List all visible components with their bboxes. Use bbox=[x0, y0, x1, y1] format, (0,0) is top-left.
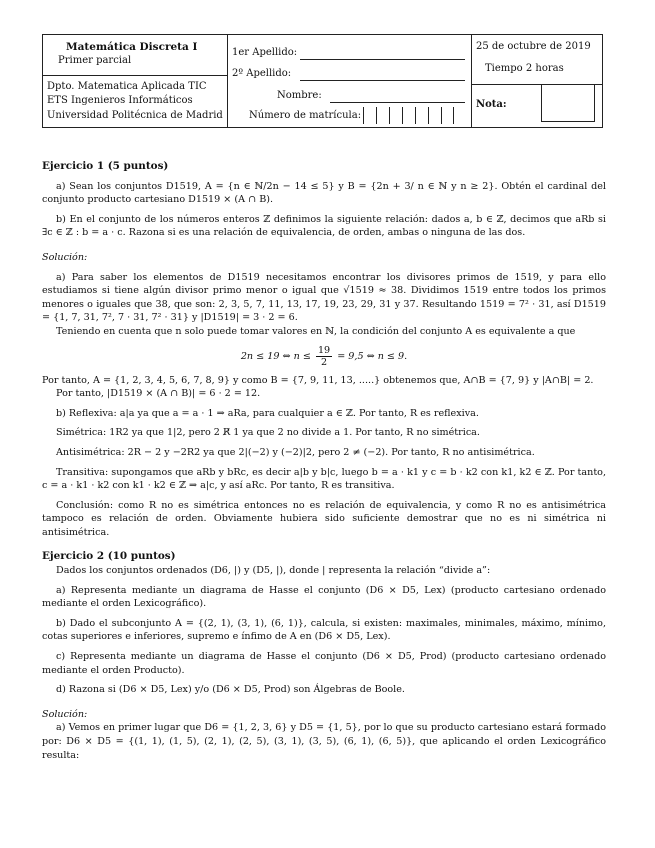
name-label: Nombre: bbox=[277, 90, 322, 101]
department-line: Dpto. Matematica Aplicada TIC bbox=[47, 81, 207, 92]
solution-2-paragraph: a) Vemos en primer lugar que D6 = {1, 2, 3, 6} y D5 = {1, 5}, por lo que su producto cartesiano estará formado por: D6 × D5 = {(1, 1), (1, 5), (2, 1), (2, 5), (3, 1), (3, 5), (6, 1), (6, 5)}, que aplicando el orden Lexicográfico resulta: bbox=[42, 722, 606, 761]
id-digit-box[interactable] bbox=[376, 107, 389, 124]
solution-1-antisymmetric: Antisimétrica: 2R − 2 y −2R2 ya que 2|(−2) y (−2)|2, pero 2 ≠ (−2). Por tanto, R no antisimétrica. bbox=[56, 446, 535, 458]
equation-left: 2n ≤ 19 ⇔ n ≤ bbox=[240, 350, 311, 362]
solution-2-label: Solución: bbox=[42, 708, 88, 720]
second-surname-label: 2º Apellido: bbox=[232, 68, 292, 79]
grade-label: Nota: bbox=[476, 99, 507, 110]
solution-1-paragraph: a) Para saber los elementos de D1519 necesitamos encontrar los divisores primos de 1519, y para ello estudiamos si tiene algún divisor primo menor o igual que √1519 ≈ 38. Dividimos 1519 entre todos los primos menores o iguales que 38, que son: 2, 3, 5, 7, 11, 13, 17, 19, 23, 29, 31 y 37. Resultando 1519 = 7² · 31, así D1519 = {1, 7, 31, 7², 7 · 31, 7² · 31} y |D1519| = 3 · 2 = 6. bbox=[42, 271, 606, 324]
solution-1-reflexive: b) Reflexiva: a|a ya que a = a · 1 ⇒ aRa, para cualquier a ∈ ℤ. Por tanto, R es reflexiva. bbox=[56, 407, 479, 419]
student-id-label: Número de matrícula: bbox=[249, 110, 362, 121]
id-digit-box[interactable] bbox=[402, 107, 415, 124]
id-digit-box[interactable] bbox=[389, 107, 402, 124]
grade-box bbox=[541, 84, 595, 122]
student-id-boxes[interactable] bbox=[363, 107, 454, 124]
header-divider bbox=[471, 35, 472, 127]
solution-1-paragraph: Teniendo en cuenta que n solo puede tomar valores en ℕ, la condición del conjunto A es equivalente a que bbox=[56, 325, 576, 337]
exercise-2-title: Ejercicio 2 (10 puntos) bbox=[42, 550, 176, 563]
solution-1-symmetric: Simétrica: 1R2 ya que 1|2, pero 2 R̸ 1 ya que 2 no divide a 1. Por tanto, R no simétrica. bbox=[56, 427, 480, 439]
id-digit-box[interactable] bbox=[363, 107, 376, 124]
equation-right: = 9,5 ⇔ n ≤ 9. bbox=[337, 350, 408, 362]
exercise-2-part-d: d) Razona si (D6 × D5, Lex) y/o (D6 × D5, Prod) son Álgebras de Boole. bbox=[56, 684, 405, 696]
equation-fraction bbox=[316, 345, 332, 368]
name-line[interactable] bbox=[330, 102, 465, 103]
solution-1-conclusion: Conclusión: como R no es simétrica entonces no es relación de equivalencia, y como R no es antisimétrica tampoco es relación de orden. Obviamente hubiera sido suficiente demostrar que no es ni simétrica ni antisimétrica. bbox=[42, 499, 606, 538]
solution-1-equation bbox=[42, 345, 606, 368]
id-digit-box[interactable] bbox=[441, 107, 454, 124]
exercise-2-part-a: a) Representa mediante un diagrama de Hasse el conjunto (D6 × D5, Lex) (producto cartesiano ordenado mediante el orden Lexicográfico). bbox=[42, 584, 606, 610]
university-line: Universidad Politécnica de Madrid bbox=[47, 110, 223, 121]
header-divider bbox=[227, 35, 228, 127]
first-surname-line[interactable] bbox=[300, 59, 465, 60]
first-surname-label: 1er Apellido: bbox=[232, 47, 298, 58]
exam-date: 25 de octubre de 2019 bbox=[476, 41, 591, 52]
solution-1-paragraph: Por tanto, A = {1, 2, 3, 4, 5, 6, 7, 8, 9} y como B = {7, 9, 11, 13, .....} obtenemos que, A∩B = {7, 9} y |A∩B| = 2. bbox=[42, 374, 594, 386]
exam-type: Primer parcial bbox=[58, 55, 132, 66]
header-divider bbox=[43, 75, 227, 76]
solution-1-label: Solución: bbox=[42, 251, 88, 263]
exercise-1-part-b: b) En el conjunto de los números enteros ℤ definimos la siguiente relación: dados a, b ∈ ℤ, decimos que aRb si ∃c ∈ ℤ : b = a · c. Razona si es una relación de equivalencia, de orden, ambas o ninguna de las dos. bbox=[42, 213, 606, 239]
id-digit-box[interactable] bbox=[428, 107, 441, 124]
school-line: ETS Ingenieros Informáticos bbox=[47, 95, 193, 106]
exercise-1-part-a: a) Sean los conjuntos D1519, A = {n ∈ ℕ/2n − 14 ≤ 5} y B = {2n + 3/ n ∈ ℕ y n ≥ 2}. Obtén el cardinal del conjunto producto cartesiano D1519 × (A ∩ B). bbox=[42, 180, 606, 206]
exercise-2-intro: Dados los conjuntos ordenados (D6, |) y (D5, |), donde | representa la relación “divide a”: bbox=[56, 565, 491, 577]
solution-1-paragraph: Por tanto, |D1519 × (A ∩ B)| = 6 · 2 = 12. bbox=[56, 388, 261, 400]
solution-1-transitive: Transitiva: supongamos que aRb y bRc, es decir a|b y b|c, luego b = a · k1 y c = b · k2 con k1, k2 ∈ ℤ. Por tanto, c = a · k1 · k2 con k1 · k2 ∈ ℤ ⇒ a|c, y así aRc. Por tanto, R es transitiva. bbox=[42, 466, 606, 492]
exam-duration: Tiempo 2 horas bbox=[485, 63, 564, 74]
exercise-2-part-b: b) Dado el subconjunto A = {(2, 1), (3, 1), (6, 1)}, calcula, si existen: maximales, minimales, máximo, mínimo, cotas superiores e inferiores, supremo e ínfimo de A en (D6 × D5, Lex). bbox=[42, 617, 606, 643]
id-digit-box[interactable] bbox=[415, 107, 428, 124]
second-surname-line[interactable] bbox=[300, 80, 465, 81]
fraction-denominator: 2 bbox=[320, 356, 328, 368]
exam-content bbox=[42, 160, 606, 762]
course-title: Matemática Discreta I bbox=[66, 41, 198, 53]
exercise-2-part-c: c) Representa mediante un diagrama de Hasse el conjunto (D6 × D5, Prod) (producto cartesiano ordenado mediante el orden Producto). bbox=[42, 651, 606, 676]
exercise-1-title: Ejercicio 1 (5 puntos) bbox=[42, 160, 169, 172]
fraction-numerator: 19 bbox=[317, 344, 331, 356]
